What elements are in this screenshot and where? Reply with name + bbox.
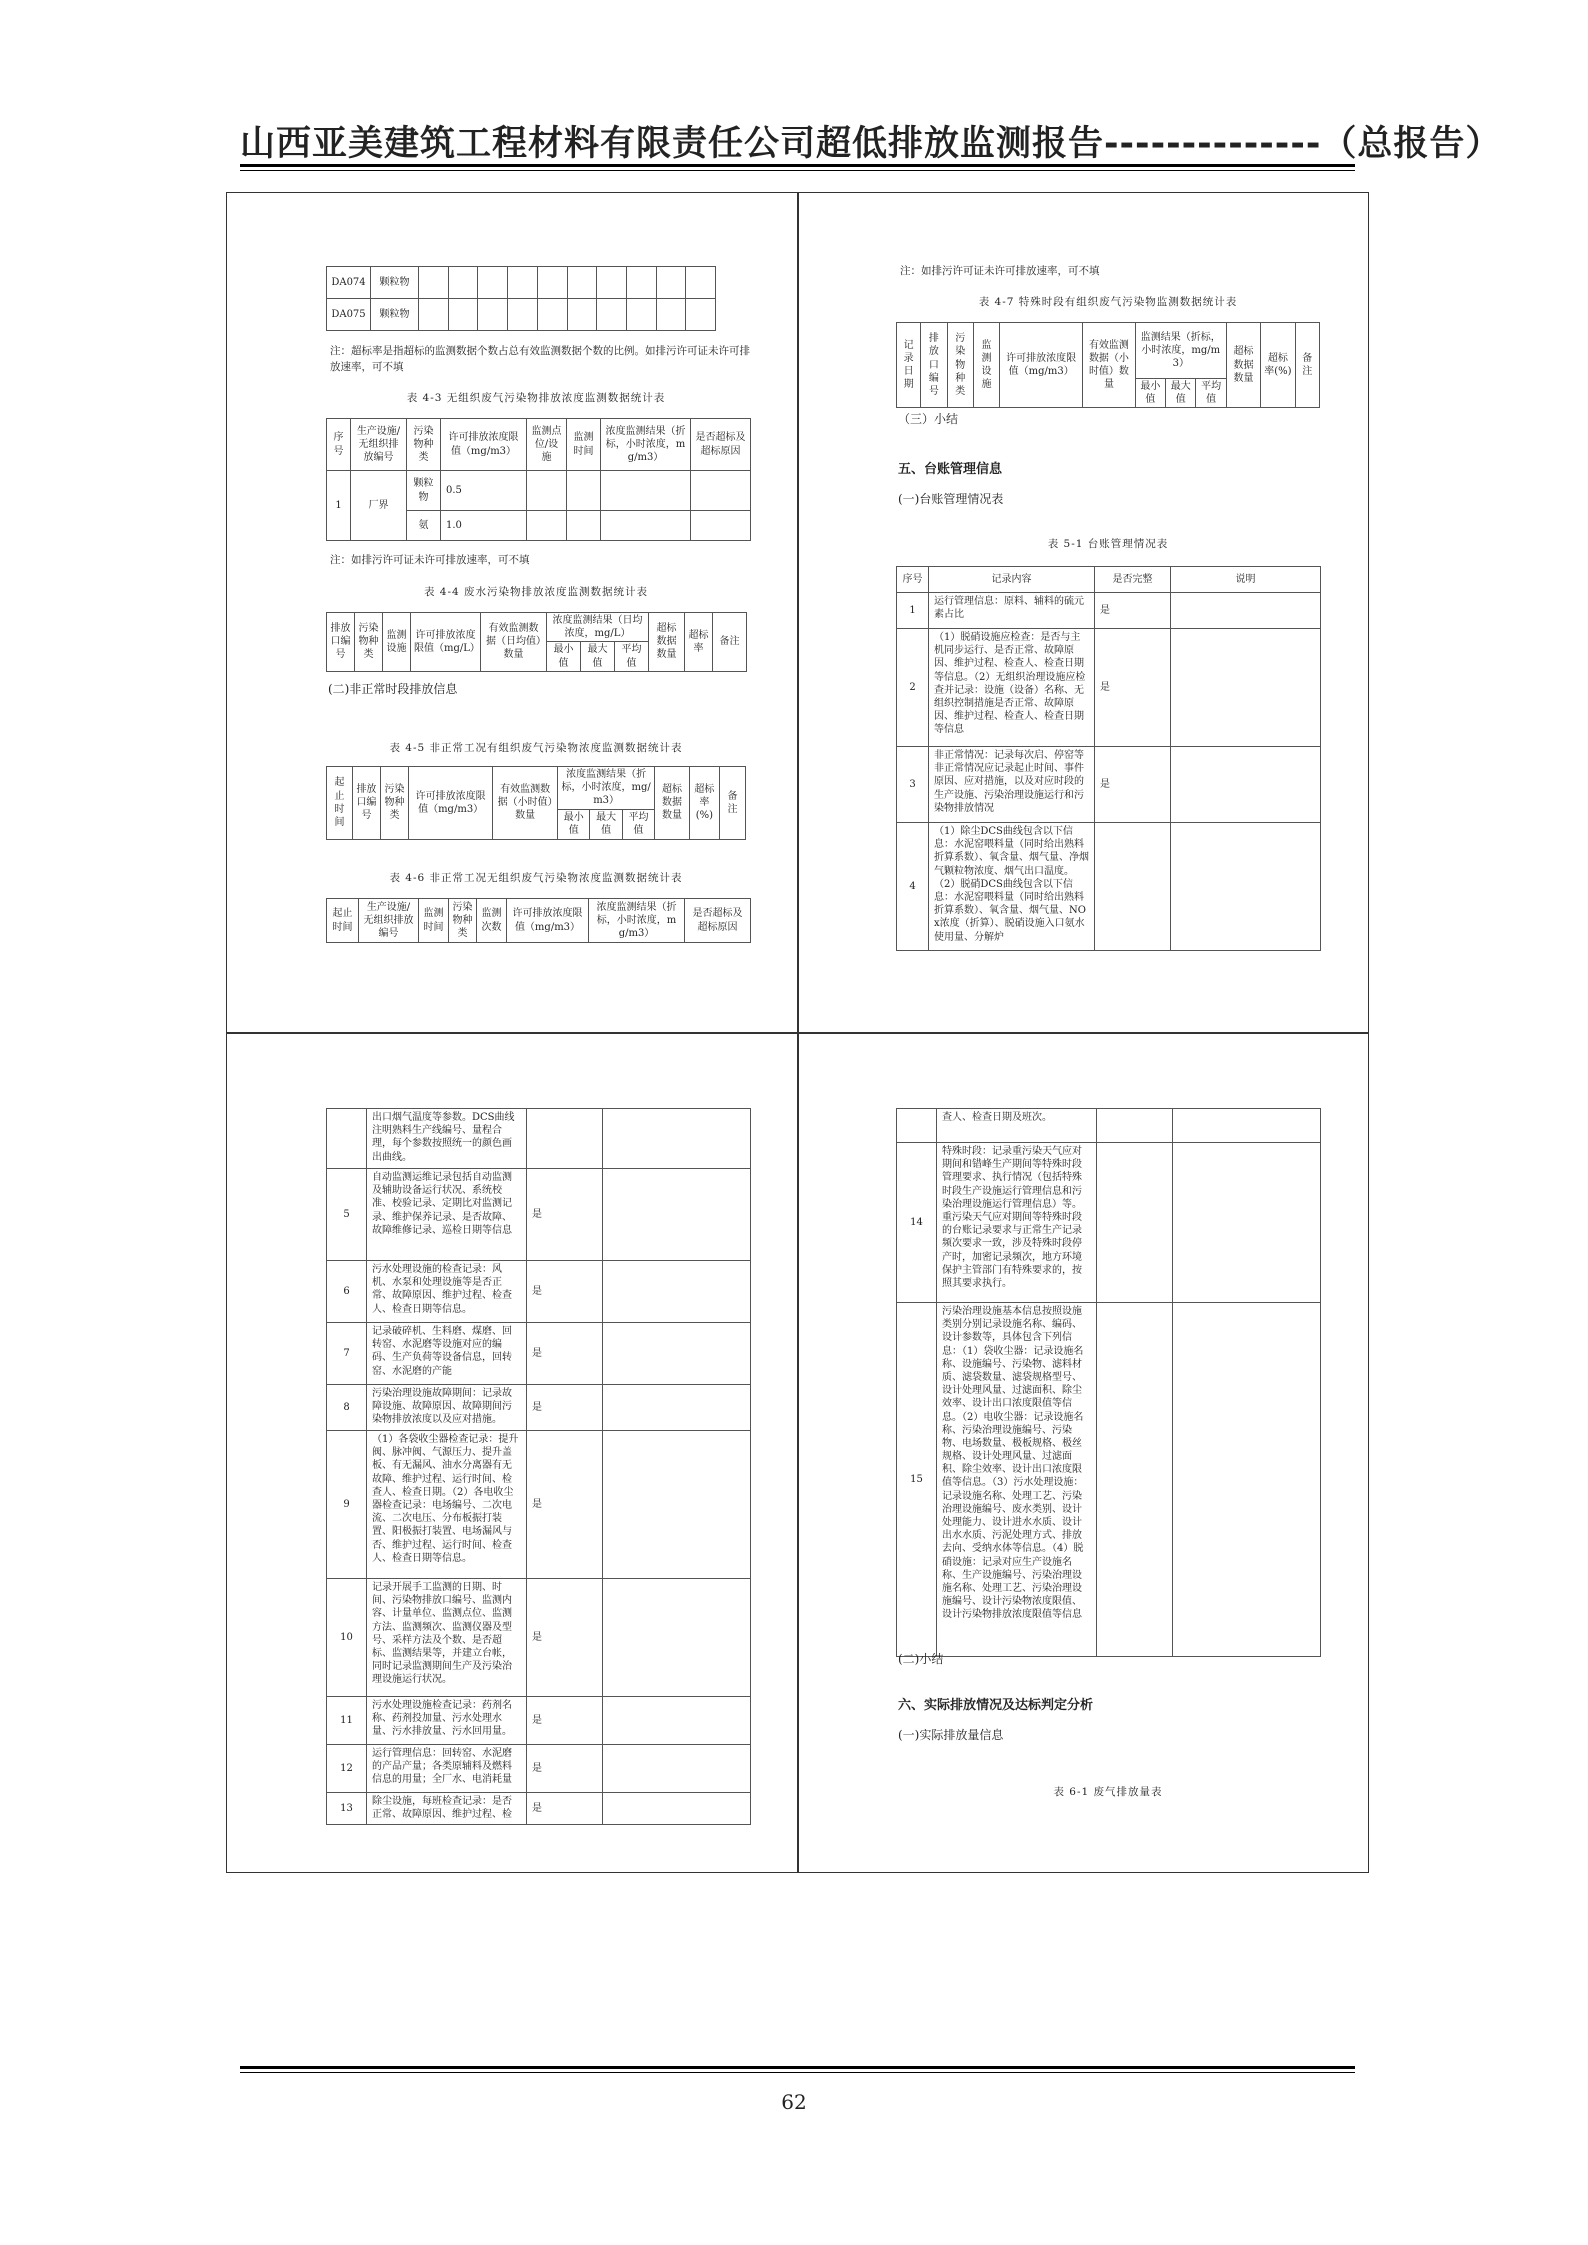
row-complete: 是 bbox=[527, 1431, 603, 1579]
row-content: 污水处理设施的检查记录：风机、水泵和处理设施等是否正常、故障原因、维护过程、检查人、检查日期等信息。 bbox=[367, 1261, 527, 1323]
table-5-1-continued-2 bbox=[896, 1108, 1321, 1657]
table-header-row bbox=[327, 613, 747, 642]
row-complete bbox=[527, 1109, 603, 1169]
frame-horizontal-divider bbox=[226, 1032, 1369, 1034]
col-count: 有效监测数据（小时值）数量 bbox=[493, 767, 558, 840]
col-result: 监测结果（折标，小时浓度，mg/m3） bbox=[1135, 323, 1226, 379]
caption-table-4-6: 表 4-6 非正常工况无组织废气污染物浓度监测数据统计表 bbox=[389, 872, 683, 884]
table-row bbox=[327, 1579, 751, 1697]
col-max: 最大值 bbox=[581, 642, 615, 671]
table-4-3 bbox=[326, 418, 751, 541]
table-row bbox=[327, 299, 746, 331]
section-emission-info: (一)实际排放量信息 bbox=[898, 1728, 1004, 1742]
table-row bbox=[327, 1793, 751, 1825]
col-result: 浓度监测结果（折标，小时浓度，mg/m3） bbox=[589, 899, 685, 943]
table-4-7 bbox=[896, 322, 1320, 408]
table-row bbox=[897, 1143, 1321, 1303]
col-avg: 平均值 bbox=[615, 642, 649, 671]
pollutant: 颗粒物 bbox=[371, 267, 419, 299]
pollutant: 氨 bbox=[407, 511, 441, 541]
row-complete: 是 bbox=[1095, 629, 1171, 747]
outlet-id: DA075 bbox=[327, 299, 371, 331]
row-content: 记录破碎机、生料磨、煤磨、回转窑、水泥磨等设施对应的编码、生产负荷等设备信息，回转窑、水泥磨的产能 bbox=[367, 1323, 527, 1385]
col-pollutant: 污染物种类 bbox=[407, 419, 441, 471]
row-content: 出口烟气温度等参数。DCS曲线注明熟料生产线编号、量程合理，每个参数按照统一的颜色画出曲线。 bbox=[367, 1109, 527, 1169]
col-limit: 许可排放浓度限值（mg/m3） bbox=[1000, 323, 1083, 408]
note-rate: 注：如排污许可证未许可排放速率，可不填 bbox=[330, 554, 530, 566]
note-exceed-rate: 注：超标率是指超标的监测数据个数占总有效监测数据个数的比例。如排污许可证未许可排放速率，可不填 bbox=[330, 345, 750, 373]
row-no: 5 bbox=[327, 1169, 367, 1261]
col-no: 序号 bbox=[897, 567, 929, 593]
row-content: 运行管理信息：回转窑、水泥磨的产品产量；各类原辅料及燃料信息的用量；全厂水、电消耗量 bbox=[367, 1745, 527, 1793]
col-result: 浓度监测结果（折标，小时浓度，mg/m3） bbox=[601, 419, 691, 471]
table-4-6 bbox=[326, 898, 751, 943]
row-no: 2 bbox=[897, 629, 929, 747]
table-row bbox=[327, 1323, 751, 1385]
section-abnormal: (二)非正常时段排放信息 bbox=[328, 682, 458, 696]
row-content: 污染治理设施故障期间：记录故障设施、故障原因、故障期间污染物排放浓度以及应对措施。 bbox=[367, 1385, 527, 1431]
col-outlet: 排放口编号 bbox=[352, 767, 380, 840]
row-no: 1 bbox=[897, 593, 929, 629]
row-complete: 是 bbox=[1095, 593, 1171, 629]
limit-value: 1.0 bbox=[441, 511, 527, 541]
header-rule-thick bbox=[240, 164, 1355, 167]
col-note: 说明 bbox=[1171, 567, 1321, 593]
col-date: 记录日期 bbox=[897, 323, 921, 408]
row-complete: 是 bbox=[527, 1323, 603, 1385]
table-header-row bbox=[327, 767, 746, 810]
row-complete: 是 bbox=[527, 1385, 603, 1431]
table-header-row bbox=[327, 899, 751, 943]
row-no: 8 bbox=[327, 1385, 367, 1431]
col-exceed-count: 超标数据数量 bbox=[649, 613, 685, 672]
row-complete: 是 bbox=[527, 1261, 603, 1323]
col-min: 最小值 bbox=[558, 809, 590, 839]
row-no: 3 bbox=[897, 747, 929, 823]
row-no: 9 bbox=[327, 1431, 367, 1579]
row-content: （1）各袋收尘器检查记录：提升阀、脉冲阀、气源压力、提升盖板、有无漏风、油水分离器有无故障、维护过程、运行时间、检查人、检查日期。（2）各电收尘器检查记录：电场编号、二次电流、二次电压、分布板振打装置、阳极振打装置、电场漏风与否、维护过程、运行时间、检查人、检查日期等信息。 bbox=[367, 1431, 527, 1579]
table-row bbox=[327, 1697, 751, 1745]
note-rate: 注：如排污许可证未许可排放速率，可不填 bbox=[900, 265, 1100, 277]
table-row bbox=[897, 629, 1321, 747]
col-outlet: 排放口编号 bbox=[327, 613, 355, 672]
section-emission-analysis: 六、实际排放情况及达标判定分析 bbox=[898, 1698, 1094, 1713]
section-summary-2: (二)小结 bbox=[898, 1652, 944, 1666]
col-limit: 许可排放浓度限值（mg/m3） bbox=[441, 419, 527, 471]
col-facility: 监测设施 bbox=[973, 323, 999, 408]
table-row bbox=[327, 1109, 751, 1169]
report-title: 山西亚美建筑工程材料有限责任公司超低排放监测报告--------------（总报告） bbox=[240, 124, 1502, 164]
row-content: （1）除尘DCS曲线包含以下信息：水泥窑喂料量（同时给出熟料折算系数）、氧含量、烟气量、净烟气颗粒物浓度、烟气出口温度。（2）脱硝DCS曲线包含以下信息：水泥窑喂料量（同时给出熟料折算系数）、氧含量、烟气量、NOx浓度（折算）、脱硝设施入口氨水使用量、分解炉 bbox=[929, 823, 1095, 951]
col-limit: 许可排放浓度限值（mg/L） bbox=[411, 613, 481, 672]
caption-table-4-4: 表 4-4 废水污染物排放浓度监测数据统计表 bbox=[423, 586, 649, 598]
col-remark: 备注 bbox=[1295, 323, 1319, 408]
col-max: 最大值 bbox=[590, 809, 622, 839]
col-period: 起止时间 bbox=[327, 899, 359, 943]
row-no bbox=[897, 1109, 937, 1143]
col-complete: 是否完整 bbox=[1095, 567, 1171, 593]
col-time: 监测时间 bbox=[419, 899, 449, 943]
page-number: 62 bbox=[781, 2090, 807, 2114]
row-no: 12 bbox=[327, 1745, 367, 1793]
col-facility: 生产设施/无组织排放编号 bbox=[359, 899, 419, 943]
col-result: 浓度监测结果（日均浓度，mg/L） bbox=[547, 613, 649, 642]
caption-table-4-5: 表 4-5 非正常工况有组织废气污染物浓度监测数据统计表 bbox=[389, 742, 683, 754]
row-content: 自动监测运维记录包括自动监测及辅助设备运行状况、系统校准、校验记录、定期比对监测记录、维护保养记录、是否故障、故障维修记录、巡检日期等信息 bbox=[367, 1169, 527, 1261]
table-5-1 bbox=[896, 566, 1321, 951]
row-complete: 是 bbox=[527, 1745, 603, 1793]
col-exceed: 是否超标及超标原因 bbox=[685, 899, 751, 943]
col-pollutant: 污染物种类 bbox=[449, 899, 477, 943]
col-remark: 备注 bbox=[720, 767, 746, 840]
table-row bbox=[327, 1385, 751, 1431]
col-avg: 平均值 bbox=[1196, 379, 1226, 408]
col-limit: 许可排放浓度限值（mg/m3） bbox=[507, 899, 589, 943]
col-remark: 备注 bbox=[713, 613, 747, 672]
col-facility: 生产设施/无组织排放编号 bbox=[351, 419, 407, 471]
col-count: 有效监测数据（小时值）数量 bbox=[1083, 323, 1136, 408]
header-rule-thin bbox=[240, 170, 1355, 171]
row-complete bbox=[1095, 823, 1171, 951]
row-complete: 是 bbox=[527, 1793, 603, 1825]
col-exceed-count: 超标数据数量 bbox=[1226, 323, 1260, 408]
section-ledger-table: (一)台账管理情况表 bbox=[898, 492, 1004, 506]
row-complete: 是 bbox=[527, 1169, 603, 1261]
col-no: 序号 bbox=[327, 419, 351, 471]
table-row bbox=[327, 471, 751, 511]
table-header-row bbox=[327, 419, 751, 471]
col-exceed-rate: 超标率(%) bbox=[689, 767, 719, 840]
table-header-row bbox=[897, 567, 1321, 593]
table-row bbox=[327, 267, 746, 299]
table-row bbox=[327, 1745, 751, 1793]
table-row bbox=[897, 1109, 1321, 1143]
col-max: 最大值 bbox=[1166, 379, 1196, 408]
section-summary: （三）小结 bbox=[898, 412, 959, 426]
table-row bbox=[327, 1431, 751, 1579]
table-row bbox=[897, 747, 1321, 823]
col-exceed-rate: 超标率(%) bbox=[1261, 323, 1295, 408]
row-no bbox=[327, 1109, 367, 1169]
caption-table-4-3: 表 4-3 无组织废气污染物排放浓度监测数据统计表 bbox=[406, 392, 666, 404]
row-no: 4 bbox=[897, 823, 929, 951]
table-header-row bbox=[897, 323, 1320, 379]
col-exceed-count: 超标数据数量 bbox=[655, 767, 690, 840]
col-outlet: 排放口编号 bbox=[921, 323, 947, 408]
section-ledger: 五、台账管理信息 bbox=[898, 462, 1003, 477]
table-4-4 bbox=[326, 612, 747, 672]
col-exceed-rate: 超标率 bbox=[685, 613, 713, 672]
row-complete bbox=[1097, 1143, 1173, 1303]
row-no: 14 bbox=[897, 1143, 937, 1303]
row-no: 1 bbox=[327, 471, 351, 541]
row-no: 11 bbox=[327, 1697, 367, 1745]
outlet-id: DA074 bbox=[327, 267, 371, 299]
col-count: 有效监测数据（日均值）数量 bbox=[481, 613, 547, 672]
row-content: 除尘设施，每班检查记录：是否正常、故障原因、维护过程、检 bbox=[367, 1793, 527, 1825]
pollutant: 颗粒物 bbox=[371, 299, 419, 331]
col-avg: 平均值 bbox=[622, 809, 654, 839]
col-exceed: 是否超标及超标原因 bbox=[691, 419, 751, 471]
col-pollutant: 污染物种类 bbox=[380, 767, 408, 840]
pollutant: 颗粒物 bbox=[407, 471, 441, 511]
row-content: （1）脱硝设施应检查：是否与主机同步运行、是否正常、故障原因、维护过程、检查人、检查日期等信息。（2）无组织治理设施应检查并记录：设施（设备）名称、无组织控制措施是否正常、故障原因、维护过程、检查人、检查日期等信息 bbox=[929, 629, 1095, 747]
table-row bbox=[897, 823, 1321, 951]
table-row bbox=[327, 1169, 751, 1261]
table-da-rows bbox=[326, 266, 746, 331]
col-times: 监测次数 bbox=[477, 899, 507, 943]
col-content: 记录内容 bbox=[929, 567, 1095, 593]
table-row bbox=[897, 1303, 1321, 1657]
caption-table-4-7: 表 4-7 特殊时段有组织废气污染物监测数据统计表 bbox=[978, 296, 1238, 308]
caption-table-6-1: 表 6-1 废气排放量表 bbox=[1053, 1786, 1163, 1798]
row-site: 厂界 bbox=[351, 471, 407, 541]
row-content: 污染治理设施基本信息按照设施类别分别记录设施名称、编码、设计参数等，具体包含下列信息：（1）袋收尘器：记录设施名称、设施编号、污染物、滤料材质、滤袋数量、滤袋规格型号、设计处理风量、过滤面积、除尘效率、设计出口浓度限值等信息。（2）电收尘器：记录设施名称、污染治理设施编号、污染物、电场数量、极板规格、极丝规格、设计处理风量、过滤面积、除尘效率、设计出口浓度限值等信息。（3）污水处理设施：记录设施名称、处理工艺、污染治理设施编号、废水类别、设计处理能力、设计进水水质、设计出水水质、污泥处理方式、排放去向、受纳水体等信息。（4）脱硝设施：记录对应生产设施名称、生产设施编号、污染治理设施名称、处理工艺、污染治理设施编号、设计污染物浓度限值、设计污染物排放浓度限值等信息 bbox=[937, 1303, 1097, 1657]
table-row bbox=[897, 593, 1321, 629]
table-5-1-continued bbox=[326, 1108, 751, 1825]
col-min: 最小值 bbox=[1135, 379, 1165, 408]
col-result: 浓度监测结果（折标，小时浓度，mg/m3） bbox=[558, 767, 655, 810]
row-complete bbox=[1097, 1109, 1173, 1143]
table-row bbox=[327, 1261, 751, 1323]
col-facility: 监测设施 bbox=[383, 613, 411, 672]
row-no: 7 bbox=[327, 1323, 367, 1385]
row-content: 运行管理信息：原料、辅料的硫元素占比 bbox=[929, 593, 1095, 629]
row-content: 记录开展手工监测的日期、时间、污染物排放口编号、监测内容、计量单位、监测点位、监测方法、监测频次、监测仪器及型号、采样方法及个数、是否超标、监测结果等，并建立台帐，同时记录监测期间生产及污染治理设施运行状况。 bbox=[367, 1579, 527, 1697]
col-time: 监测时间 bbox=[567, 419, 601, 471]
table-4-5 bbox=[326, 766, 746, 840]
row-complete: 是 bbox=[527, 1579, 603, 1697]
col-pollutant: 污染物种类 bbox=[355, 613, 383, 672]
limit-value: 0.5 bbox=[441, 471, 527, 511]
col-min: 最小值 bbox=[547, 642, 581, 671]
col-period: 起止时间 bbox=[327, 767, 353, 840]
row-content: 非正常情况：记录每次启、停窑等非正常情况应记录起止时间、事件原因、应对措施，以及对应时段的生产设施、污染治理设施运行和污染物排放情况 bbox=[929, 747, 1095, 823]
row-content: 查人、检查日期及班次。 bbox=[937, 1109, 1097, 1143]
row-complete: 是 bbox=[527, 1697, 603, 1745]
caption-table-5-1: 表 5-1 台账管理情况表 bbox=[1047, 538, 1169, 550]
row-content: 特殊时段：记录重污染天气应对期间和错峰生产期间等特殊时段管理要求、执行情况（包括特殊时段生产设施运行管理信息和污染治理设施运行管理信息）等。重污染天气应对期间等特殊时段的台账记录要求与正常生产记录频次要求一致，涉及特殊时段停产时，加密记录频次，地方环境保护主管部门有特殊要求的，按照其要求执行。 bbox=[937, 1143, 1097, 1303]
col-limit: 许可排放浓度限值（mg/m3） bbox=[409, 767, 493, 840]
col-point: 监测点位/设施 bbox=[527, 419, 567, 471]
row-no: 6 bbox=[327, 1261, 367, 1323]
footer-rule-thick bbox=[240, 2066, 1355, 2069]
row-no: 10 bbox=[327, 1579, 367, 1697]
row-complete bbox=[1097, 1303, 1173, 1657]
row-content: 污水处理设施检查记录：药剂名称、药剂投加量、污水处理水量、污水排放量、污水回用量。 bbox=[367, 1697, 527, 1745]
row-no: 15 bbox=[897, 1303, 937, 1657]
row-no: 13 bbox=[327, 1793, 367, 1825]
col-pollutant: 污染物种类 bbox=[947, 323, 973, 408]
row-complete: 是 bbox=[1095, 747, 1171, 823]
footer-rule-thin bbox=[240, 2072, 1355, 2073]
